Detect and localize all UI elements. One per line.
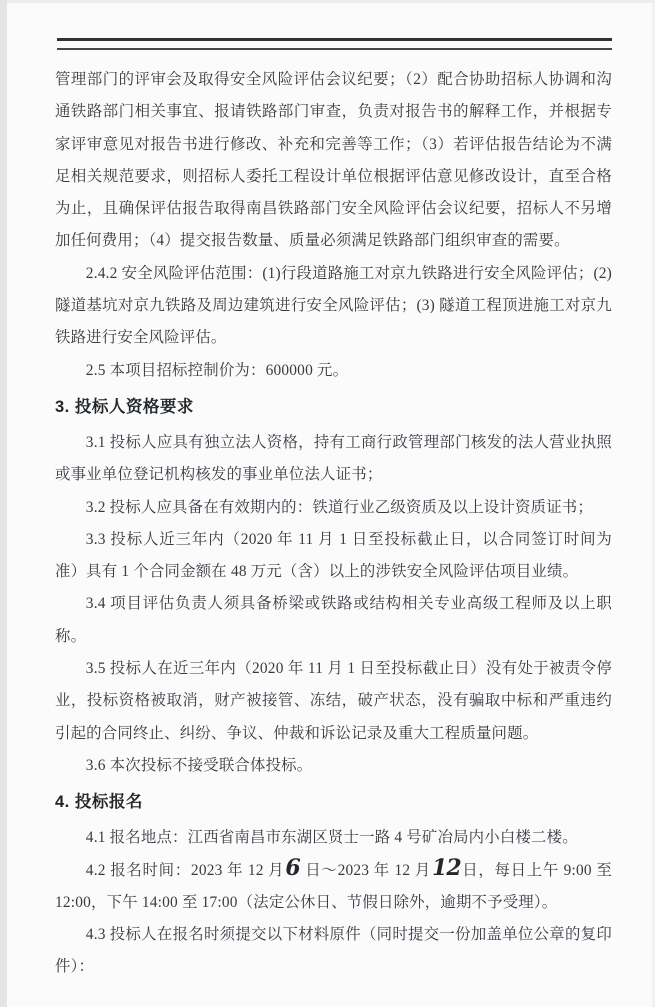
paragraph-3-3: 3.3 投标人近三年内（2020 年 11 月 1 日至投标截止日，以合同签订时间为准）具有 1 个合同金额在 48 万元（含）以上的涉铁安全风险评估项目业绩。 [55, 530, 612, 581]
paragraph-3-6: 3.6 本次投标不接受联合体投标。 [85, 756, 313, 774]
paragraph-3-1: 3.1 投标人应具有独立法人资格，持有工商行政管理部门核发的法人营业执照或事业单位登记机构核发的事业单位法人证书； [55, 433, 612, 484]
paragraph-3-5: 3.5 投标人在近三年内（2020 年 11 月 1 日至投标截止日）没有处于被责令停业，投标资格被取消，财产被接管、冻结，破产状态，没有骗取中标和严重违约引起的合同终止、纠纷、争议、仲裁和诉讼记录及重大工程质量问题。 [55, 660, 612, 742]
paragraph-4-2 [55, 855, 612, 920]
paragraph-4-3: 4.3 投标人在报名时须提交以下材料原件（同时提交一份加盖单位公章的复印件）： [55, 926, 612, 976]
header-double-rule [57, 38, 612, 50]
handwritten-start-day: 6 [285, 854, 300, 881]
paragraph-4-2-prefix: 4.2 报名时间：2023 年 12 月 [85, 861, 285, 879]
paragraph-3-4: 3.4 项目评估负责人须具备桥梁或铁路或结构相关专业高级工程师及以上职称。 [55, 595, 612, 645]
paragraph-4-1: 4.1 报名地点：江西省南昌市东湖区贤士一路 4 号矿冶局内小白楼二楼。 [85, 829, 578, 847]
paragraph-2-4-2: 2.4.2 安全风险评估范围：(1)行段道路施工对京九铁路进行安全风险评估；(2) 隧道基坑对京九铁路及周边建筑进行安全风险评估；(3) 隧道工程顶进施工对京九铁路进行安全风险评估。 [55, 264, 612, 347]
handwritten-end-day: 12 [432, 854, 461, 881]
section-heading-3: 3. 投标人资格要求 [55, 397, 194, 416]
paragraph-4-2-mid: 日～2023 年 12 月 [300, 861, 432, 879]
paragraph-continuation: 管理部门的评审会及取得安全风险评估会议纪要；（2）配合协助招标人协调和沟通铁路部门相关事宜、报请铁路部门审查，负责对报告书的解释工作，并根据专家评审意见对报告书进行修改、补充和完善等工作；（3）若评估报告结论为不满足相关规范要求，则招标人委托工程设计单位根据评估意见修改设计，直至合格为止，且确保评估报告取得南昌铁路部门安全风险评估会议纪要，招标人不另增加任何费用；（4）提交报告数量、质量必须满足铁路部门组织审查的需要。 [55, 71, 612, 250]
paragraph-4-2-suffix: 日，每日上午 9:00 至 12:00，下午 14:00 至 17:00（法定公休日、节假日除外，逾期不予受理）。 [55, 861, 612, 911]
paragraph-3-2: 3.2 投标人应具备在有效期内的：铁道行业乙级资质及以上设计资质证书； [85, 498, 593, 516]
section-heading-4: 4. 投标报名 [55, 793, 143, 812]
paragraph-2-5: 2.5 本项目招标控制价为：600000 元。 [85, 361, 349, 379]
